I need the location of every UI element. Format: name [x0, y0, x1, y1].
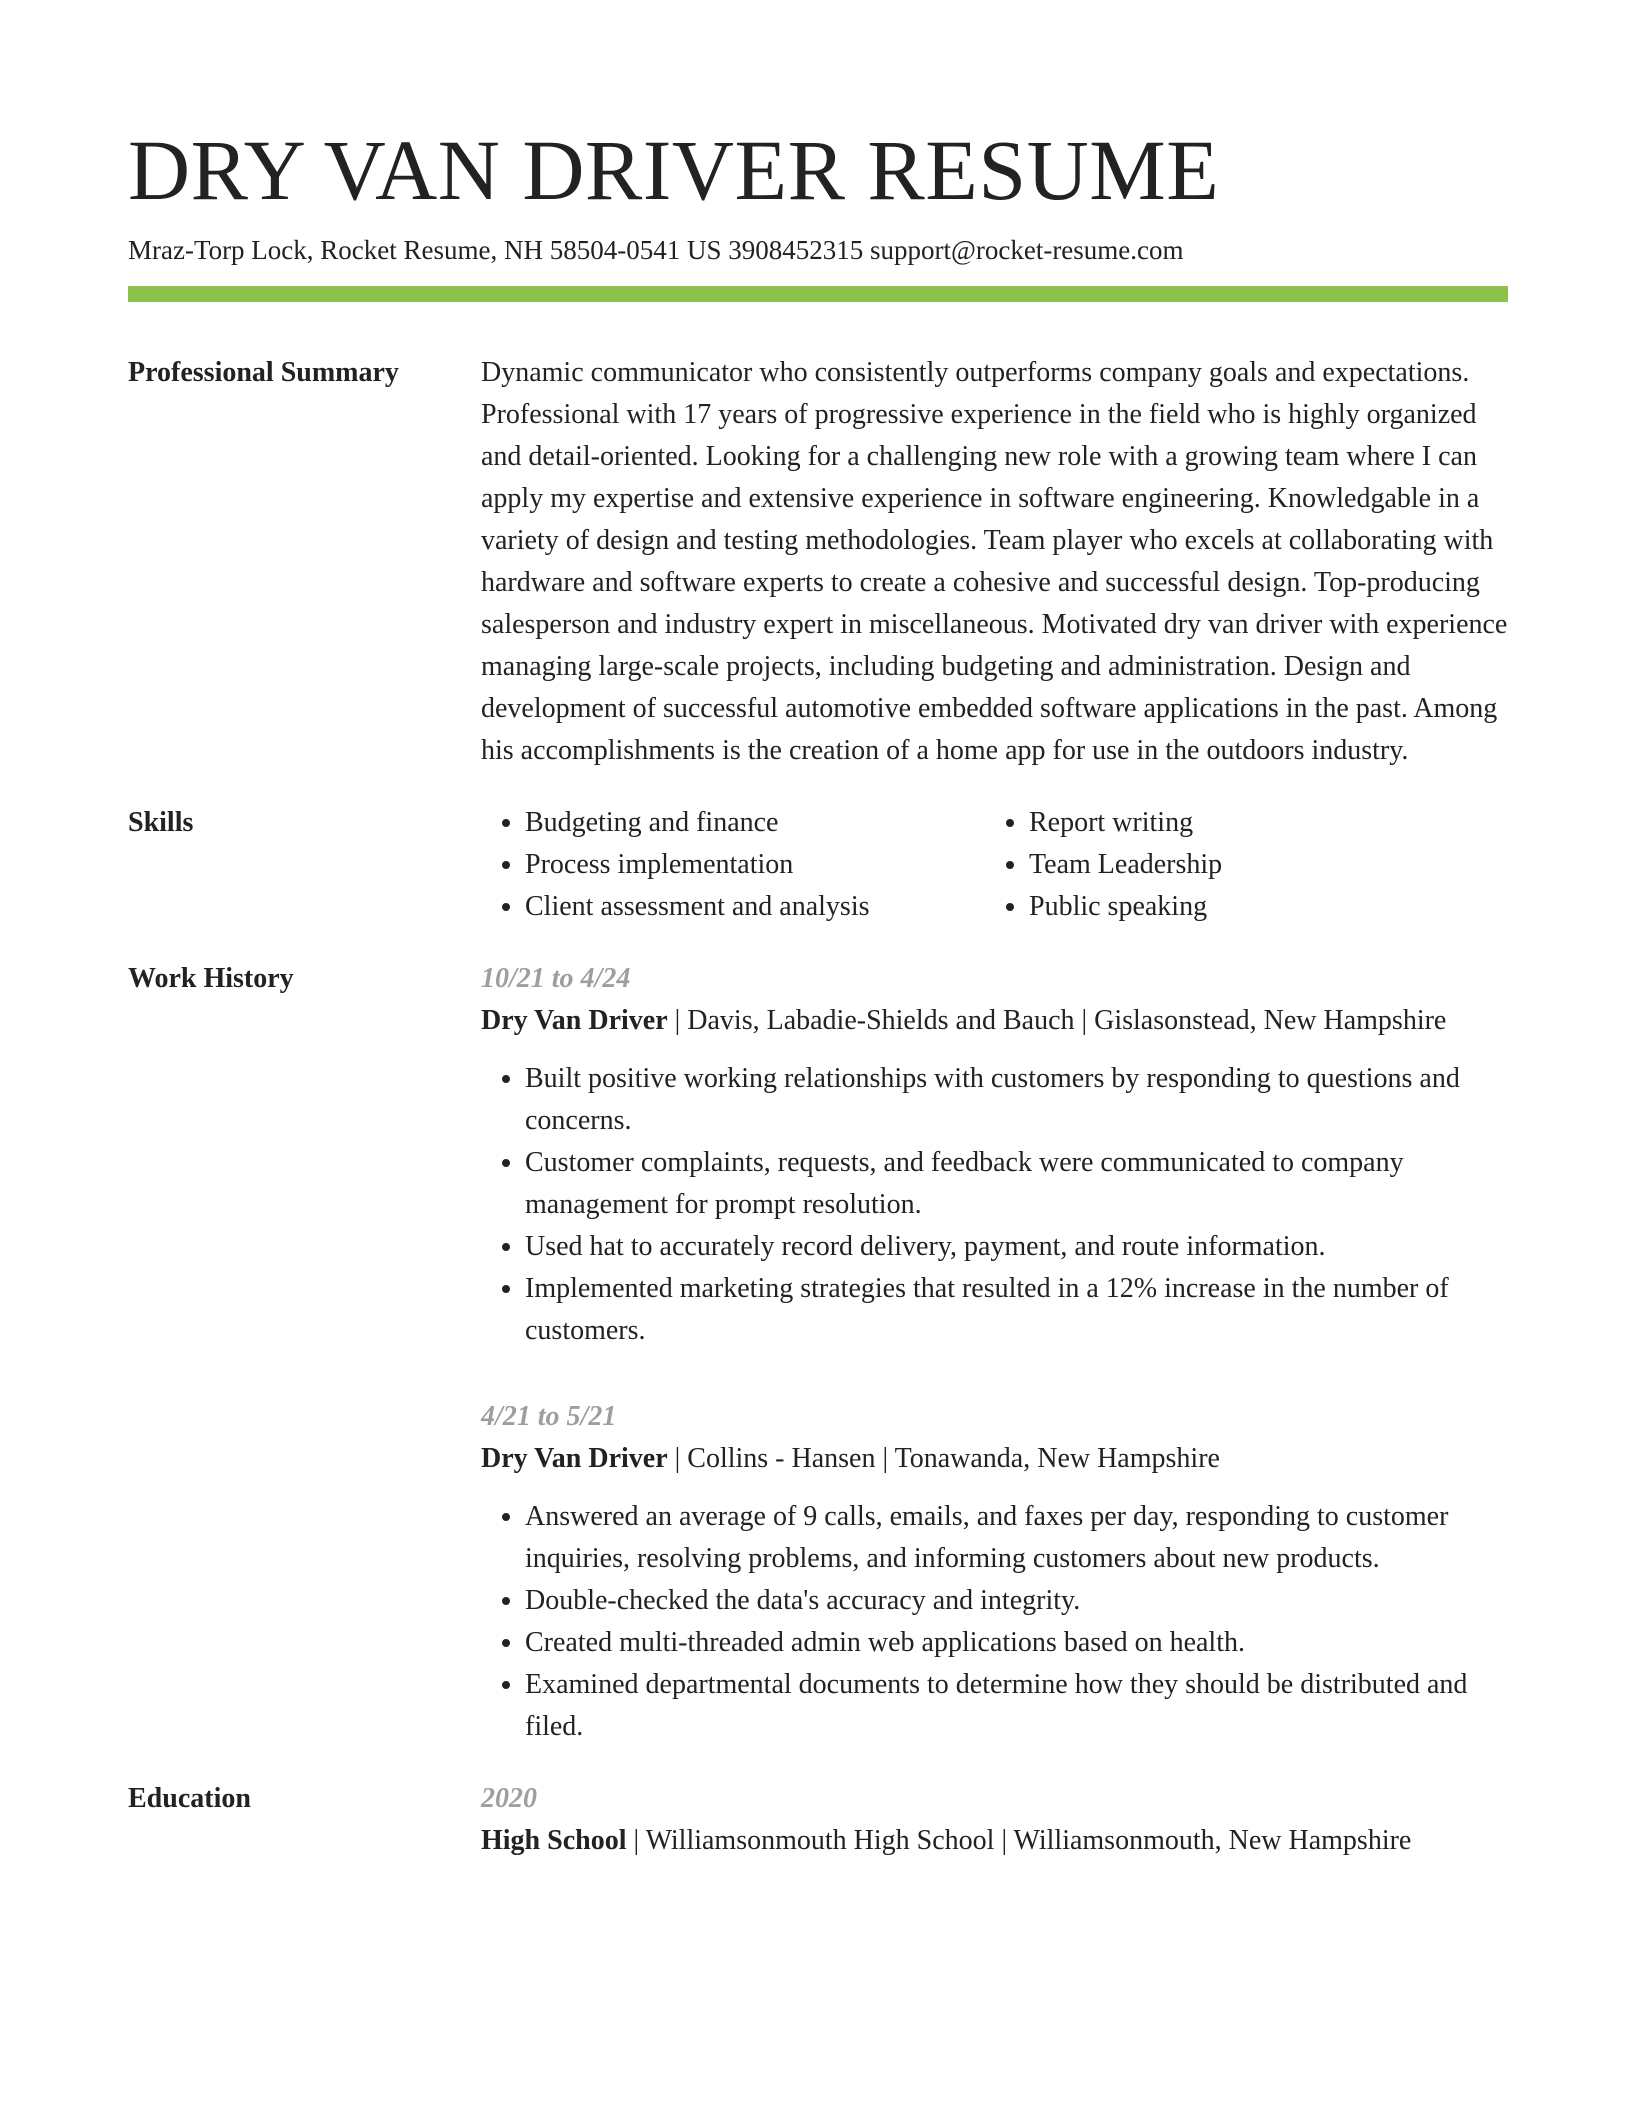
work-history-heading: Work History — [128, 963, 294, 994]
job-bullet: • Built positive working relationships with customers by responding to questions and concerns. — [525, 1058, 1508, 1142]
skill-item: • Process implementation — [525, 844, 985, 886]
education-section — [128, 1778, 1508, 1862]
job-dates: 4/21 to 5/21 — [481, 1401, 617, 1432]
education-heading-line — [481, 1820, 1508, 1862]
skill-item: • Team Leadership — [1029, 844, 1429, 886]
education-degree: High School — [481, 1825, 627, 1856]
skills-list-right — [985, 802, 1429, 928]
skill-item: • Report writing — [1029, 802, 1429, 844]
education-school: | Williamsonmouth High School | Williamsonmouth, New Hampshire — [626, 1825, 1412, 1856]
job-dates: 10/21 to 4/24 — [481, 963, 631, 994]
skills-section — [128, 802, 1508, 928]
job-bullet: • Examined departmental documents to determine how they should be distributed and filed. — [525, 1664, 1508, 1748]
job-title: Dry Van Driver — [481, 1443, 668, 1474]
resume-page — [128, 120, 1508, 1862]
job-bullet: • Implemented marketing strategies that resulted in a 12% increase in the number of customers. — [525, 1268, 1508, 1352]
summary-section — [128, 352, 1508, 772]
accent-divider — [128, 286, 1508, 302]
summary-heading: Professional Summary — [128, 357, 399, 388]
job-bullets — [481, 1058, 1508, 1352]
job-bullet: • Customer complaints, requests, and feedback were communicated to company management for prompt resolution. — [525, 1142, 1508, 1226]
skill-item: • Budgeting and finance — [525, 802, 985, 844]
skills-heading: Skills — [128, 807, 194, 838]
job-heading — [481, 1438, 1508, 1480]
job-bullet: • Used hat to accurately record delivery, payment, and route information. — [525, 1226, 1508, 1268]
skills-list-left — [481, 802, 985, 928]
resume-title: DRY VAN DRIVER RESUME — [128, 122, 1220, 218]
job-employer: | Davis, Labadie-Shields and Bauch | Gislasonstead, New Hampshire — [667, 1005, 1447, 1036]
job-employer: | Collins - Hansen | Tonawanda, New Hampshire — [667, 1443, 1220, 1474]
job-entry — [481, 958, 1508, 1352]
job-heading — [481, 1000, 1508, 1042]
job-bullet: • Created multi-threaded admin web applications based on health. — [525, 1622, 1508, 1664]
skills-content — [481, 802, 1508, 928]
education-content — [481, 1778, 1508, 1862]
skill-item: • Public speaking — [1029, 886, 1429, 928]
summary-content — [481, 352, 1508, 772]
summary-text: Dynamic communicator who consistently outperforms company goals and expectations. Professional with 17 years of progressive experience in the field who is highly organized and detail-oriented. Looking for a challenging new role with a growing team where I can apply my expertise and extensive experience in software engineering. Knowledgable in a variety of design and testing methodologies. Team player who excels at collaborating with hardware and software experts to create a cohesive and successful design. Top-producing salesperson and industry expert in miscellaneous. Motivated dry van driver with experience managing large-scale projects, including budgeting and administration. Design and development of successful automotive embedded software applications in the past. Among his accomplishments is the creation of a home app for use in the outdoors industry. — [481, 357, 1508, 766]
work-history-section — [128, 958, 1508, 1748]
education-heading: Education — [128, 1783, 251, 1814]
contact-line: Mraz-Torp Lock, Rocket Resume, NH 58504-0541 US 3908452315 support@rocket-resume.com — [128, 235, 1184, 265]
job-bullet: • Double-checked the data's accuracy and integrity. — [525, 1580, 1508, 1622]
job-entry — [481, 1396, 1508, 1748]
job-bullet: • Answered an average of 9 calls, emails, and faxes per day, responding to customer inquiries, resolving problems, and informing customers about new products. — [525, 1496, 1508, 1580]
education-dates: 2020 — [481, 1783, 537, 1814]
job-bullets — [481, 1496, 1508, 1748]
work-history-content — [481, 958, 1508, 1748]
skill-item: • Client assessment and analysis — [525, 886, 985, 928]
job-title: Dry Van Driver — [481, 1005, 668, 1036]
